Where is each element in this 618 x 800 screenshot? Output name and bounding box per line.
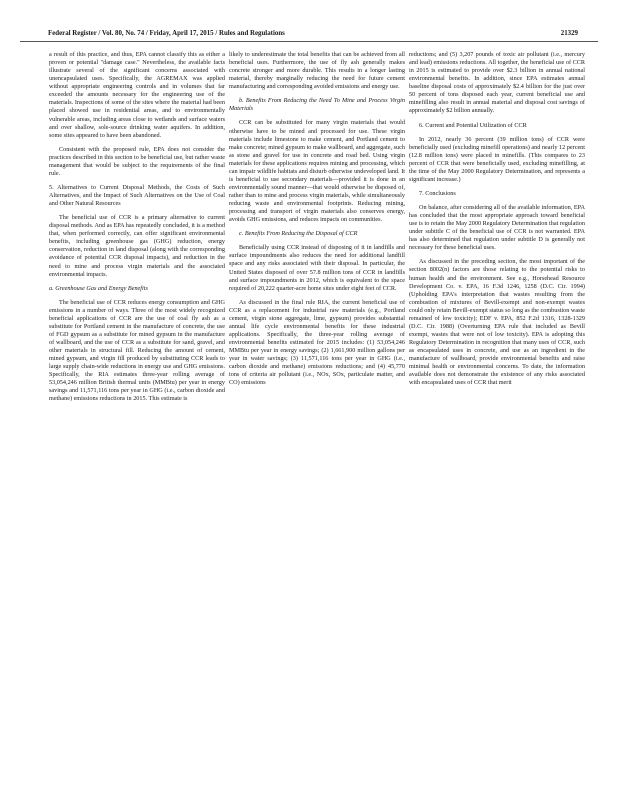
paragraph: On balance, after considering all of the available information, EPA has concluded that the most appropriate approach toward beneficial use is to retain the May 2000 Regulatory Determination that regulation under subtitle C of the beneficial use of CCR is not warranted. EPA has also determined that regulation under subtitle D is generally not necessary for these beneficial uses. [409,204,585,252]
section-heading: 7. Conclusions [419,189,456,197]
paragraph: CCR can be substituted for many virgin materials that would otherwise have to be mined and processed for use. These virgin materials include limestone to make cement, and Portland cement to make concrete; mined gypsum to make wallboard, and aggregate, such as stone and gravel for use in concrete and road bed. Using virgin materials for these applications requires mining and processing, which can impair wildlife habitats and disturb otherwise undeveloped land. It is beneficial to use secondary materials—provided it is done in an environmentally sound manner—that would otherwise be disposed of, rather than to mine and process virgin materials, while simultaneously reducing waste and environmental footprints. Reducing mining, processing and transport of virgin materials also conserves energy, avoids GHG emissions, and reduces impacts on communities. [229,119,405,224]
header-citation: Federal Register / Vol. 80, No. 74 / Friday, April 17, 2015 / Rules and Regulations [48,30,285,37]
subsection-heading: b. Benefits From Reducing the Need To Mine and Process Virgin Materials [229,97,405,113]
paragraph: The beneficial use of CCR reduces energy consumption and GHG emissions in a number of ways. Three of the most widely recognized beneficial applications of CCR are the use of coal fly ash as a substitute for Portland cement in the manufacture of concrete, the use of FGD gypsum as a substitute for mined gypsum in the manufacture of wallboard, and the use of CCR as a substitute for sand, gravel, and other materials in structural fill. Reducing the amount of cement, mined gypsum, and virgin fill produced by substituting CCR leads to large supply chain-wide reductions in energy use and GHG emissions. Specifically, the RIA estimates three-year rolling average of 53,054,246 million British thermal units (MMBtu) per year in energy savings and 11,571,116 tons per year in GHG (i.e., carbon dioxide and methane) emissions reductions in 2015. This estimate is [49,298,225,403]
page-number: 21329 [560,30,578,37]
paragraph: Consistent with the proposed rule, EPA does not consider the practices described in this section to be beneficial use, but rather waste management that would be subject to the requirements of the final rule. [49,145,225,177]
column-2 [229,51,405,791]
page-header [20,30,598,42]
column-3 [409,51,585,791]
subsection-heading: a. Greenhouse Gas and Energy Benefits [49,284,148,292]
section-heading: 6. Current and Potential Utilization of CCR [419,121,527,129]
subsection-heading: c. Benefits From Reducing the Disposal of CCR [239,230,358,238]
paragraph: Beneficially using CCR instead of disposing of it in landfills and surface impoundments also reduces the need for additional landfill space and any risks associated with their disposal. In particular, the United States disposed of over 57.8 million tons of CCR in landfills and surface impoundments in 2012, which is equivalent to the space required of 20,222 quarter-acre home sites under eight feet of CCR. [229,244,405,292]
paragraph: a result of this practice, and thus, EPA cannot classify this as either a proven or potential "damage case." Nevertheless, the available facts illustrate several of the significant concerns associated with unencapsulated uses. Specifically, the AGREMAX was applied without appropriate engineering controls and in volumes that far exceeded the amounts necessary for the engineering use of the materials. Inspections of some of the sites where the material had been placed showed use in residential areas, and to environmentally vulnerable areas, including areas close to wetlands and surface waters and over shallow, sole-source drinking water aquifers. In addition, some sites appeared to have been abandoned. [49,51,225,139]
paragraph: In 2012, nearly 36 percent (39 million tons) of CCR were beneficially used (excluding minefill operations) and nearly 12 percent (12.8 million tons) were placed in minefills. (This compares to 23 percent of CCR that were beneficially used, excluding minefilling, at the time of the May 2000 Regulatory Determination, and represents a significant increase.) [409,135,585,183]
paragraph: As discussed in the final rule RIA, the current beneficial use of CCR as a replacement for industrial raw materials (e.g., Portland cement, virgin stone aggregate, lime, gypsum) provides substantial annual life cycle environmental benefits for these industrial applications. Specifically, the three-year rolling average of environmental benefits estimated for 2015 includes: (1) 53,054,246 MMBtu per year in energy savings; (2) 1,661,900 million gallons per year in water savings; (3) 11,571,116 tons per year in GHG (i.e., carbon dioxide and methane) emissions reductions; and (4) 45,770 tons of criteria air pollutant (i.e., NOx, SOx, particulate matter, and CO) emissions [229,298,405,387]
section-heading: 5. Alternatives to Current Disposal Methods, the Costs of Such Alternatives, and the Impact of Such Alternatives on the Use of Coal and Other Natural Resources [49,183,225,208]
paragraph: The beneficial use of CCR is a primary alternative to current disposal methods. And as EPA has repeatedly concluded, it is a method that, when performed correctly, can offer significant environmental benefits, including greenhouse gas (GHG) reduction, energy conservation, reduction in land disposal (along with the corresponding avoidance of potential CCR disposal impacts), and reduction in the need to mine and process virgin materials and the associated environmental impacts. [49,214,225,278]
paragraph: reductions; and (5) 3,207 pounds of toxic air pollutant (i.e., mercury and lead) emissions reductions. All together, the beneficial use of CCR in 2015 is estimated to provide over $2.3 billion in annual national environmental benefits. In addition, since EPA estimates annual baseline disposal costs of approximately $2.4 billion for the just over 50 percent of tons disposed each year, current beneficial use and minefilling also result in annual material and disposal cost savings of approximately $2 billion annually. [409,51,585,115]
column-1 [49,51,225,791]
paragraph: likely to underestimate the total benefits that can be achieved from all beneficial uses. Furthermore, the use of fly ash generally makes concrete stronger and more durable. This results in a longer lasting material, thereby marginally reducing the need for future cement manufacturing and corresponding avoided emissions and energy use. [229,51,405,91]
paragraph: As discussed in the preceding section, the most important of the section 8002(n) factors are those relating to the potential risks to human health and the environment. See e.g., Horsehead Resource Development Co. v. EPA, 16 F.3d 1246, 1258 (D.C. Cir. 1994) (Upholding EPA's interpretation that wastes resulting from the combustion of mixtures of Bevill-exempt and non-exempt wastes could only retain Bevill-exempt status so long as the combustion waste remained of low toxicity); EDF v. EPA, 852 F.2d 1316, 1328-1329 (D.C. Cir. 1988) (Overturning EPA rule that included as Bevill exempt, wastes that were not of low toxicity). EPA is adopting this Regulatory Determination in recognition that many uses of CCR, such as encapsulated uses in concrete, and use as an ingredient in the manufacture of wallboard, provide environmental benefits and raise minimal health or environmental concerns. To date, the information available does not demonstrate the existence of any risks associated with encapsulated uses of CCR that merit [409,258,585,387]
